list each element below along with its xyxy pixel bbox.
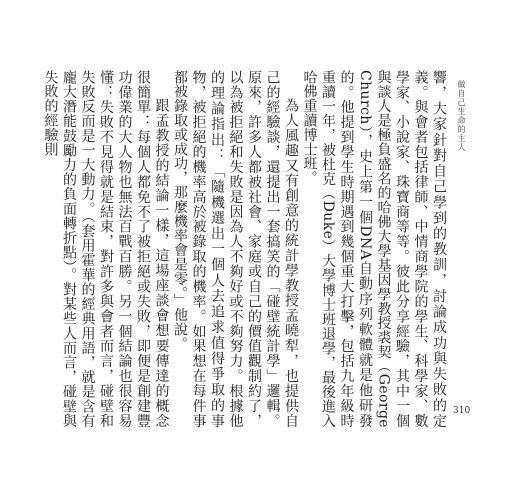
paragraph: 為人風趣又有創意的統計學教授孟曉犁，也提供自己的經驗談，還提出一套搞笑的「碰壁統計學」邏輯。原來，許多人都被社會、家庭或自己的價值觀制約了，以為被拒絕和失敗是因為人不夠好或不夠努力。根據他的理論指出：「隨機選出一個人去追求值得爭取的事物，被拒絕的機率高於被錄取的機率。如果想在每件事都被錄取或成功，那麼機率會是零。」他說。 <box>172 70 299 428</box>
page-number: 310 <box>453 406 471 416</box>
paragraph: 跟孟教授的結論一樣，這場座談會想要傳達的概念很簡單：每個人都免不了被拒絕或失敗，即便是創建豐功偉業的大人物也無法百戰百勝。另一個結論也很容易懂：失敗不見得就是結束，對許多與會者而言，碰壁和失敗反而是一大動力。（套用霍華的經典用語，就是含有龐大潛能鼓勵力的負面轉折點）。對某些人而言，碰壁與失敗的經驗則 <box>42 70 170 428</box>
running-title: 做自己生命的主人 <box>457 80 466 152</box>
paragraph: 響，大家針對自己學到的教訓，討論成功與失敗的定義。與會者包括律師、中情商學院的學生、科學家、數學家、小說家、珠寶商等等。彼此分享經驗，其中一個與談人是極負盛名的哈佛大學基因學教授裘契（George Church），史上第一個DNA自動序列軟體就是他研發的。他提到學生時期遇到幾個重大打擊，包括九年級時重讀一年，被杜克（Duke）大學博士班退學，最後進入哈佛重讀博士班。 <box>301 70 447 428</box>
body-text <box>42 70 448 428</box>
